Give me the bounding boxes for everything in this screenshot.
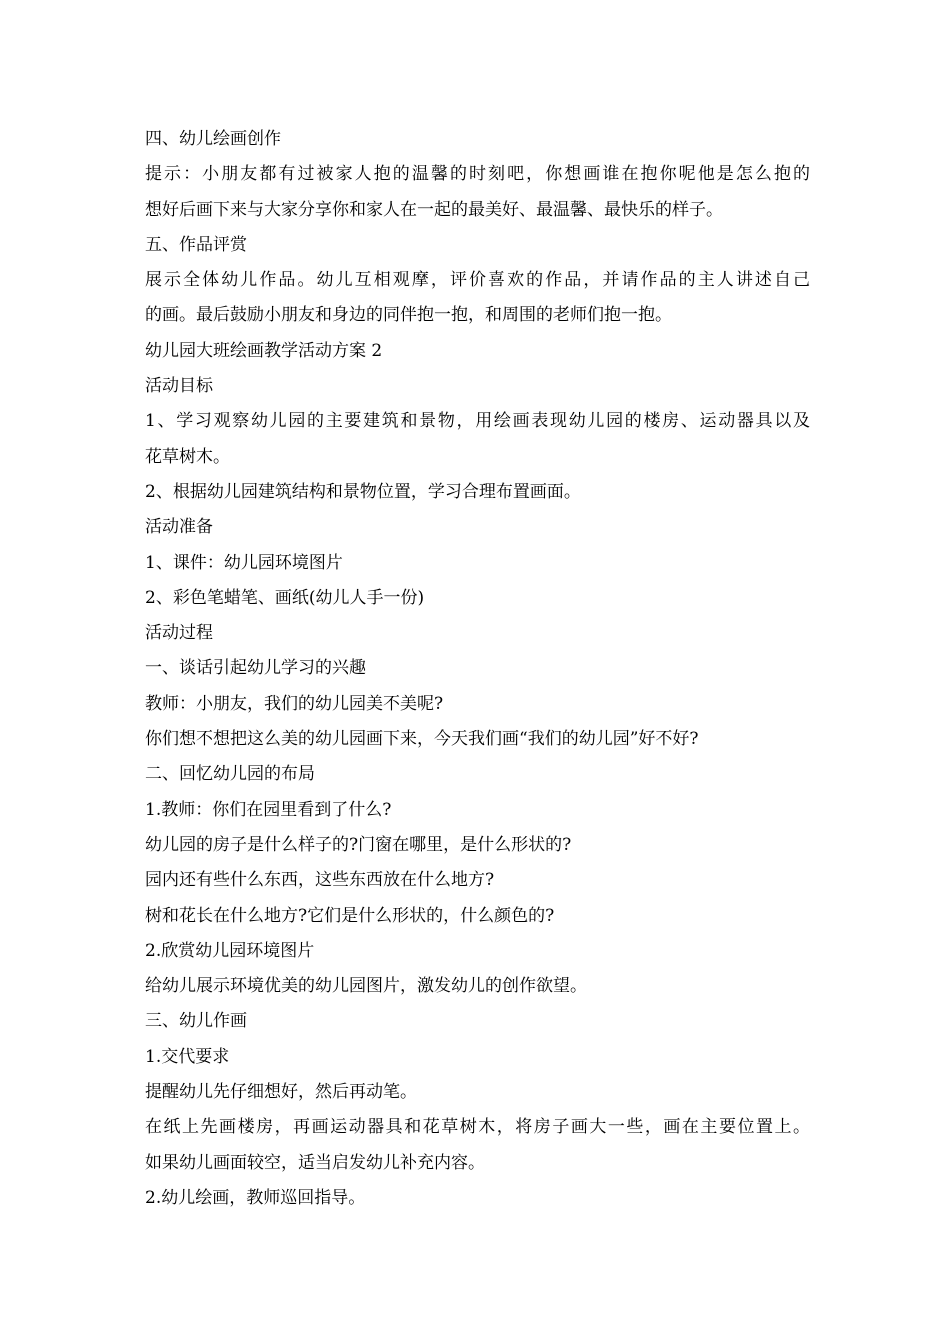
text-line: 1、课件：幼儿园环境图片 bbox=[145, 552, 343, 573]
text-line: 2、彩色笔蜡笔、画纸(幼儿人手一份) bbox=[145, 587, 425, 608]
document-body bbox=[145, 122, 810, 1216]
text-line: 二、回忆幼儿园的布局 bbox=[145, 764, 315, 785]
text-line: 2、根据幼儿园建筑结构和景物位置，学习合理布置画面。 bbox=[145, 481, 581, 502]
text-line: 1.交代要求 bbox=[145, 1046, 230, 1067]
text-line: 活动准备 bbox=[145, 517, 213, 538]
text-line: 幼儿园大班绘画教学活动方案 2 bbox=[145, 340, 383, 361]
text-line: 1、学习观察幼儿园的主要建筑和景物，用绘画表现幼儿园的楼房、运动器具以及 bbox=[145, 411, 810, 432]
text-line: 花草树木。 bbox=[145, 446, 230, 467]
text-line: 教师：小朋友，我们的幼儿园美不美呢? bbox=[145, 693, 444, 714]
text-line: 树和花长在什么地方?它们是什么形状的，什么颜色的? bbox=[145, 905, 555, 926]
text-line: 2.幼儿绘画，教师巡回指导。 bbox=[145, 1187, 366, 1208]
text-line: 五、作品评赏 bbox=[145, 234, 247, 255]
text-line: 活动目标 bbox=[145, 376, 213, 397]
text-line: 提示：小朋友都有过被家人抱的温馨的时刻吧，你想画谁在抱你呢他是怎么抱的 bbox=[145, 164, 810, 185]
text-line: 想好后画下来与大家分享你和家人在一起的最美好、最温馨、最快乐的样子。 bbox=[145, 199, 723, 220]
text-line: 1.教师：你们在园里看到了什么? bbox=[145, 799, 392, 820]
text-line: 四、幼儿绘画创作 bbox=[145, 129, 281, 149]
text-line: 的画。最后鼓励小朋友和身边的同伴抱一抱，和周围的老师们抱一抱。 bbox=[145, 305, 672, 326]
text-line: 你们想不想把这么美的幼儿园画下来，今天我们画“我们的幼儿园”好不好? bbox=[145, 729, 699, 750]
text-line: 园内还有些什么东西，这些东西放在什么地方? bbox=[145, 870, 495, 891]
text-line: 如果幼儿画面较空，适当启发幼儿补充内容。 bbox=[145, 1152, 485, 1173]
text-line: 提醒幼儿先仔细想好，然后再动笔。 bbox=[145, 1082, 417, 1103]
text-line: 幼儿园的房子是什么样子的?门窗在哪里，是什么形状的? bbox=[145, 834, 572, 855]
text-line: 给幼儿展示环境优美的幼儿园图片，激发幼儿的创作欲望。 bbox=[145, 976, 587, 997]
text-line: 展示全体幼儿作品。幼儿互相观摩，评价喜欢的作品，并请作品的主人讲述自己 bbox=[145, 270, 810, 291]
text-line: 在纸上先画楼房，再画运动器具和花草树木，将房子画大一些，画在主要位置上。 bbox=[145, 1117, 810, 1138]
text-line: 一、谈话引起幼儿学习的兴趣 bbox=[145, 658, 366, 679]
text-line: 活动过程 bbox=[145, 623, 213, 644]
text-line: 三、幼儿作画 bbox=[145, 1011, 247, 1032]
text-line: 2.欣赏幼儿园环境图片 bbox=[145, 940, 315, 961]
